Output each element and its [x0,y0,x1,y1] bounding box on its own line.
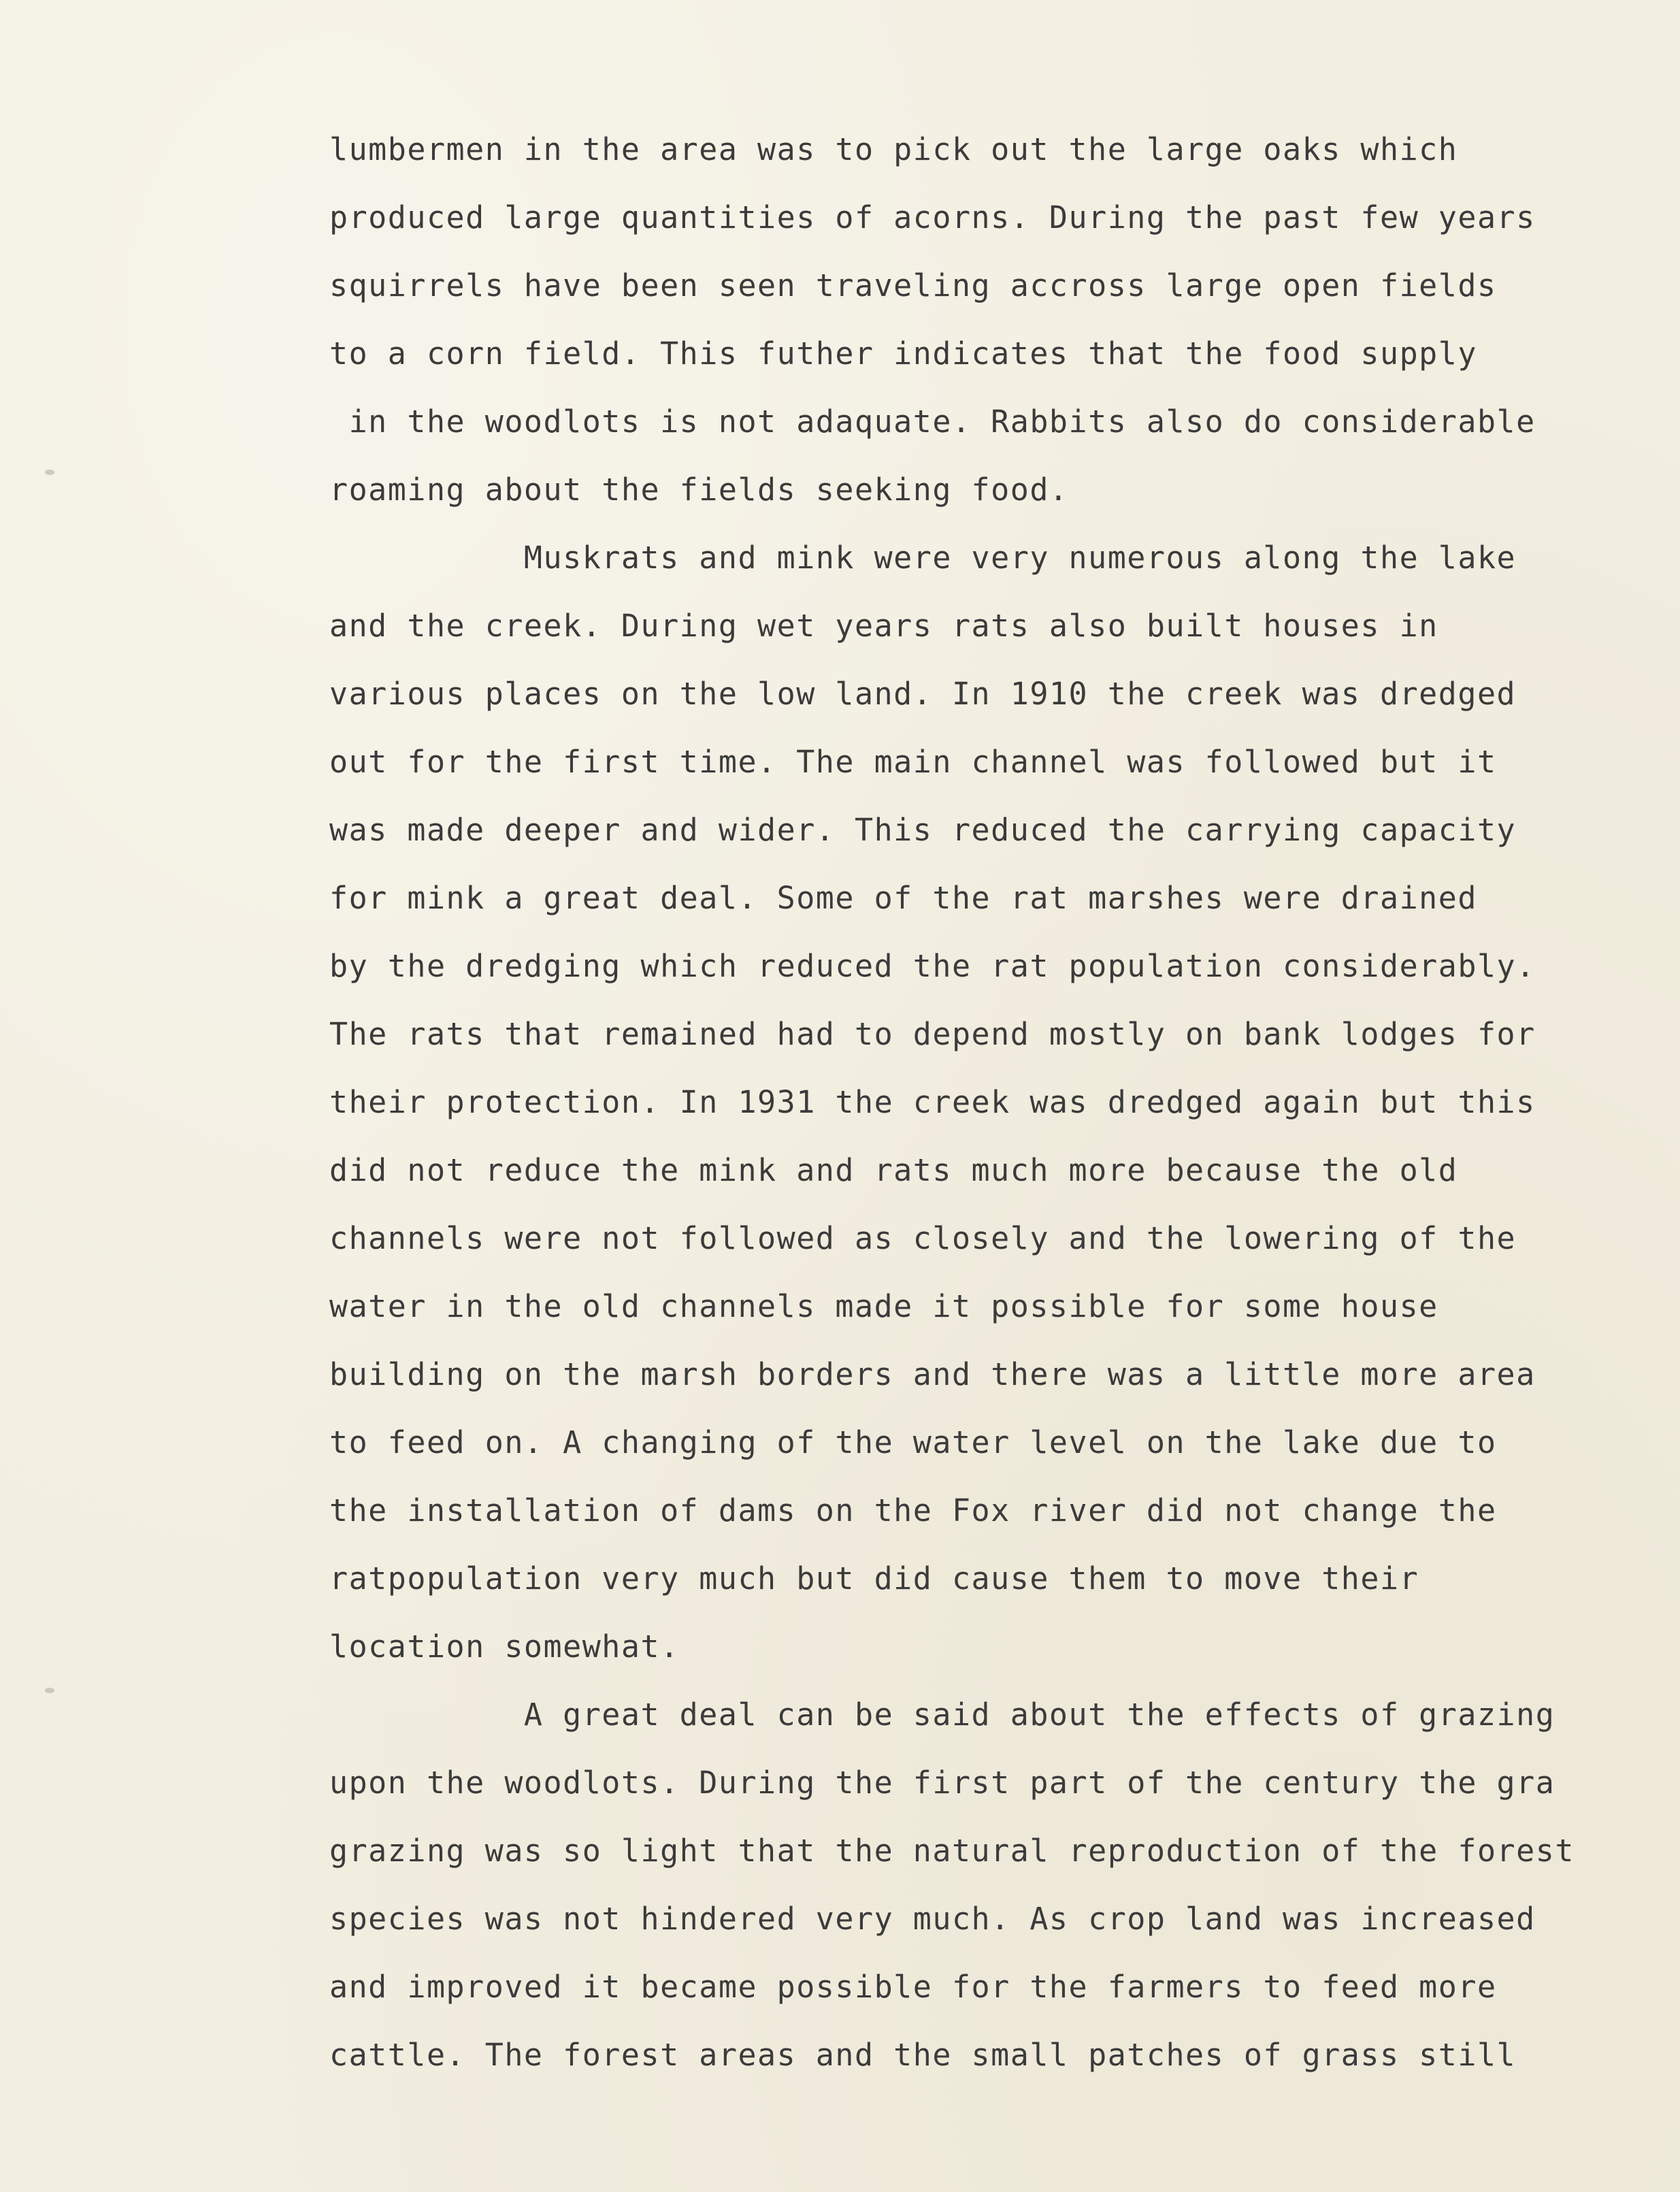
text-line: building on the marsh borders and there was a little more area [329,1356,1536,1392]
text-line: Muskrats and mink were very numerous along the lake [329,540,1517,576]
text-line: species was not hindered very much. As crop land was increased [329,1901,1536,1937]
paper-blemish-mark [45,470,54,475]
text-line: various places on the low land. In 1910 the creek was dredged [329,676,1517,712]
text-line: grazing was so light that the natural reproduction of the forest [329,1833,1575,1869]
text-line: their protection. In 1931 the creek was dredged again but this [329,1084,1536,1120]
text-line: ratpopulation very much but did cause them to move their [329,1560,1419,1597]
text-line: for mink a great deal. Some of the rat marshes were drained [329,880,1477,916]
text-line: and the creek. During wet years rats also built houses in [329,608,1438,644]
text-line: did not reduce the mink and rats much more because the old [329,1152,1458,1188]
text-line: by the dredging which reduced the rat population considerably. [329,948,1536,984]
text-line: upon the woodlots. During the first part of the century the gra [329,1765,1555,1801]
text-line: produced large quantities of acorns. During the past few years [329,199,1536,235]
text-line: was made deeper and wider. This reduced the carrying capacity [329,812,1517,848]
text-line: location somewhat. [329,1629,680,1665]
text-line: to feed on. A changing of the water level on the lake due to [329,1424,1497,1460]
text-line: water in the old channels made it possible for some house [329,1288,1438,1324]
paper-blemish-mark [45,1688,54,1693]
text-line: roaming about the fields seeking food. [329,472,1069,508]
text-line: lumbermen in the area was to pick out the large oaks which [329,131,1458,167]
text-line: in the woodlots is not adaquate. Rabbits also do considerable [329,404,1536,440]
text-line: to a corn field. This futher indicates that the food supply [329,336,1477,372]
text-line: A great deal can be said about the effects of grazing [329,1697,1555,1733]
text-line: squirrels have been seen traveling accross large open fields [329,267,1497,304]
text-line: The rats that remained had to depend mostly on bank lodges for [329,1016,1536,1052]
text-line: and improved it became possible for the farmers to feed more [329,1969,1497,2005]
text-line: the installation of dams on the Fox river did not change the [329,1492,1497,1528]
text-line: out for the first time. The main channel was followed but it [329,744,1497,780]
text-line: cattle. The forest areas and the small patches of grass still [329,2037,1517,2073]
text-line: channels were not followed as closely and the lowering of the [329,1220,1517,1256]
